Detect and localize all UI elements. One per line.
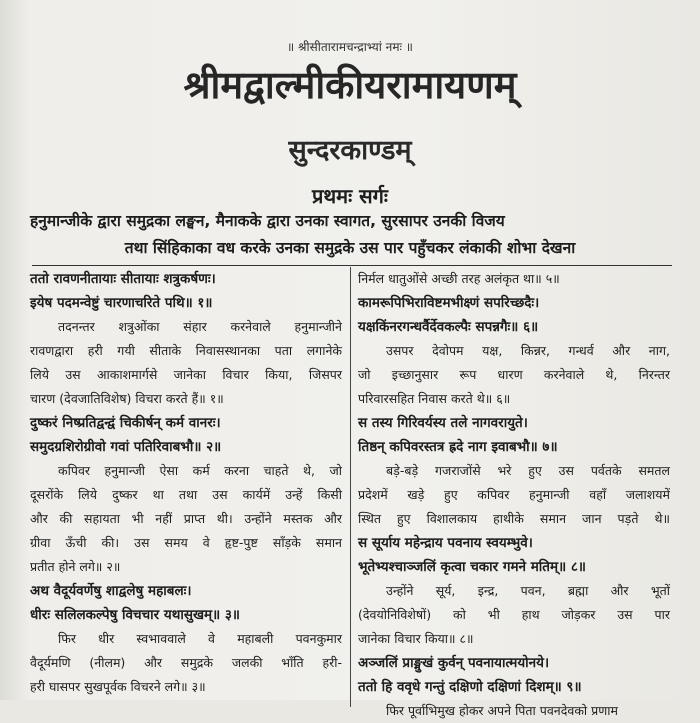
verse-1-line-b: इयेष पदमन्वेष्टुं चारणाचरिते पथि॥ १॥ <box>30 295 213 311</box>
translation-3 <box>30 627 342 699</box>
verse-2-line-a: दुष्करं निष्प्रतिद्वन्द्वं चिकीर्षन् कर्म वानरः। <box>30 415 221 431</box>
column-divider <box>350 267 351 707</box>
translation-line: दूसरोंके लिये दुष्कर था तथा उस कार्यमें उन्हें किसी <box>30 487 342 502</box>
translation-line: हरी घासपर सुखपूर्वक विचरने लगे॥ ३॥ <box>30 679 206 694</box>
invocation-line: ॥ श्रीसीतारामचन्द्राभ्यां नमः ॥ <box>287 40 413 54</box>
verse-7-line-b: तिष्ठन् कपिवरस्तत्र ह्रदे नाग इवाबभौ॥ ७॥ <box>358 439 558 455</box>
translation-2 <box>30 459 342 579</box>
translation-line: फिर धीर स्वभाववाले वे महाबली पवनकुमार <box>58 631 342 646</box>
translation-5-end <box>358 267 670 291</box>
top-rule <box>32 265 672 266</box>
verse-9-line-a: अञ्जलिं प्राङ्मुखं कुर्वन् पवनायात्मयोनये। <box>358 655 550 671</box>
verse-2-line-b: समुदग्रशिरोग्रीवो गवां पतिरिवाबभौ॥ २॥ <box>30 439 222 455</box>
verse-9-line-b: ततो हि ववृधे गन्तुं दक्षिणो दक्षिणां दिशम्॥ ९॥ <box>358 679 582 695</box>
translation-line: और की सहायता भी नहीं प्राप्त थी। उन्होंने मस्तक और <box>30 511 342 526</box>
translation-8 <box>358 579 670 651</box>
verse-3-line-a: अथ वैदूर्यवर्णेषु शाद्वलेषु महाबलः। <box>30 583 192 599</box>
left-column <box>30 267 342 699</box>
book-title: श्रीमद्वाल्मीकीयरामायणम् <box>183 63 517 107</box>
translation-line: बड़े-बड़े गजराजोंसे भरे हुए उस पर्वतके समतल <box>386 463 670 478</box>
verse-3-line-b: धीरः सलिलकल्पेषु विचचार यथासुखम्॥ ३॥ <box>30 607 240 623</box>
verse-6-line-b: यक्षकिंनरगन्धर्वैर्देवकल्पैः सपन्नगैः॥ ६॥ <box>358 319 539 335</box>
translation-line: उसपर देवोपम यक्ष, किन्नर, गन्धर्व और नाग, <box>386 343 670 358</box>
verse-7-line-a: स तस्य गिरिवर्यस्य तले नागवरायुते। <box>358 415 528 431</box>
translation-line: प्रदेशमें खड़े हुए कपिवर हनुमान्जी वहाँ जलाशयमें <box>358 487 670 502</box>
translation-line: रावणद्वारा हरी गयी सीताके निवासस्थानका पता लगानेके <box>30 343 342 358</box>
verse-1-line-a: ततो रावणनीतायाः सीतायाः शत्रुकर्षणः। <box>30 271 216 287</box>
translation-line: फिर पूर्वाभिमुख होकर अपने पिता पवनदेवको प्रणाम <box>386 703 618 718</box>
translation-line: वैदूर्यमणि (नीलम) और समुद्रके जलकी भाँति हरी- <box>30 655 342 670</box>
translation-1 <box>30 315 342 411</box>
translation-line: निर्मल धातुओंसे अच्छी तरह अलंकृत था॥ ५॥ <box>358 271 560 286</box>
translation-line: लिये उस आकाशमार्गसे जानेका विचार किया, जिसपर <box>30 367 342 382</box>
right-column <box>358 267 670 723</box>
translation-line: प्रतीत होने लगे॥ २॥ <box>30 559 121 574</box>
translation-line: जो इच्छानुसार रूप धारण करनेवाले थे, निरन्तर <box>358 367 670 382</box>
summary-line-1: हनुमान्जीके द्वारा समुद्रका लङ्घन, मैनाकके द्वारा उनका स्वागत, सुरसापर उनकी विजय <box>30 212 505 230</box>
translation-7 <box>358 459 670 531</box>
verse-8-line-b: भूतेभ्यश्चाञ्जलिं कृत्वा चकार गमने मतिम्॥ ८॥ <box>358 559 586 575</box>
verse-6-line-a: कामरूपिभिराविष्टमभीक्ष्णं सपरिच्छदैः। <box>358 295 540 311</box>
translation-line: परिवारसहित निवास करते थे॥ ६॥ <box>358 391 511 406</box>
translation-line: स्थित हुए विशालकाय हाथीके समान जान पड़ते थे॥ <box>358 511 670 526</box>
translation-line: कपिवर हनुमान्जी ऐसा कर्म करना चाहते थे, जो <box>58 463 342 478</box>
chapter-summary <box>30 208 670 262</box>
translation-line: जानेका विचार किया॥ ८॥ <box>358 631 474 646</box>
sarga-title: प्रथमः सर्गः <box>312 184 388 208</box>
verse-8-line-a: स सूर्याय महेन्द्राय पवनाय स्वयम्भुवे। <box>358 535 533 551</box>
translation-line: उन्होंने सूर्य, इन्द्र, पवन, ब्रह्मा और भूतों <box>386 583 670 598</box>
translation-line: ग्रीवा ऊँची की। उस समय वे हृष्ट-पुष्ट साँड़के समान <box>30 535 342 550</box>
summary-line-2: तथा सिंहिकाका वध करके उनका समुद्रके उस पार पहुँचकर लंकाकी शोभा देखना <box>124 239 576 257</box>
translation-9 <box>358 699 670 723</box>
translation-line: चारण (देवजातिविशेष) विचरा करते हैं॥ १॥ <box>30 391 224 406</box>
translation-line: (देवयोनिविशेषों) को भी हाथ जोड़कर उस पार <box>358 607 670 622</box>
kanda-title: सुन्दरकाण्डम् <box>288 135 412 166</box>
translation-line: तदनन्तर शत्रुओंका संहार करनेवाले हनुमान्जीने <box>58 319 342 334</box>
translation-6 <box>358 339 670 411</box>
